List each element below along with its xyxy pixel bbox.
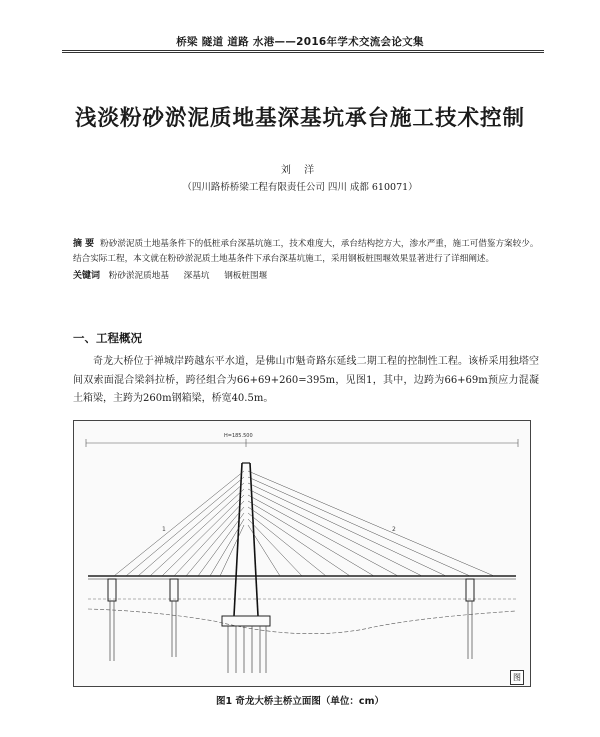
span-mark-left: 1 <box>162 526 166 533</box>
abstract <box>73 237 543 267</box>
span-mark-right: 2 <box>392 526 396 533</box>
author-name: 刘 洋 <box>280 165 320 176</box>
pile-foundations <box>110 601 472 673</box>
section-heading: 一、工程概况 <box>73 331 142 345</box>
paper-title: 浅淡粉砂淤泥质地基深基坑承台施工技术控制 <box>74 106 525 131</box>
body-paragraph: 奇龙大桥位于禅城岸跨越东平水道，是佛山市魁奇路东延线二期工程的控制性工程。该桥采用独塔空间双索面混合梁斜拉桥，跨径组合为66+69+260=395m，见图1，其中，边跨为66+69m预应力混凝土箱梁，主跨为260m钢箱梁，桥宽40.5m。 <box>73 356 539 404</box>
bridge-elevation-figure <box>73 420 531 687</box>
running-header: 桥梁 隧道 道路 水港——2016年学术交流会论文集 <box>176 36 424 48</box>
abstract-label: 摘 要 <box>73 239 95 249</box>
stay-cables-left <box>114 471 244 576</box>
header-rule <box>62 50 544 51</box>
stay-cables-right <box>248 471 494 576</box>
header-rule-double <box>62 52 544 53</box>
figure-corner-mark: 图 <box>510 670 524 685</box>
bridge-elevation-drawing <box>74 421 530 686</box>
author-affiliation: （四川路桥桥梁工程有限责任公司 四川 成都 610071） <box>182 182 418 193</box>
piers <box>108 579 474 626</box>
keyword: 深基坑 <box>183 271 210 281</box>
keywords <box>73 268 543 281</box>
abstract-text: 粉砂淤泥质土地基条件下的低桩承台深基坑施工，技术难度大，承台结构挖方大，渗水严重，施工可借鉴方案较少。结合实际工程，本文就在粉砂淤泥质土地基条件下承台深基坑施工，采用钢板桩围堰效果显著进行了详细阐述。 <box>73 239 539 264</box>
keyword: 钢板桩围堰 <box>224 271 268 281</box>
keyword: 粉砂淤泥质地基 <box>108 271 169 281</box>
keywords-label: 关键词 <box>73 271 101 281</box>
pylon-top-label: H=185.500 <box>224 433 253 439</box>
figure-caption: 图1 奇龙大桥主桥立面图（单位：cm） <box>216 696 384 707</box>
